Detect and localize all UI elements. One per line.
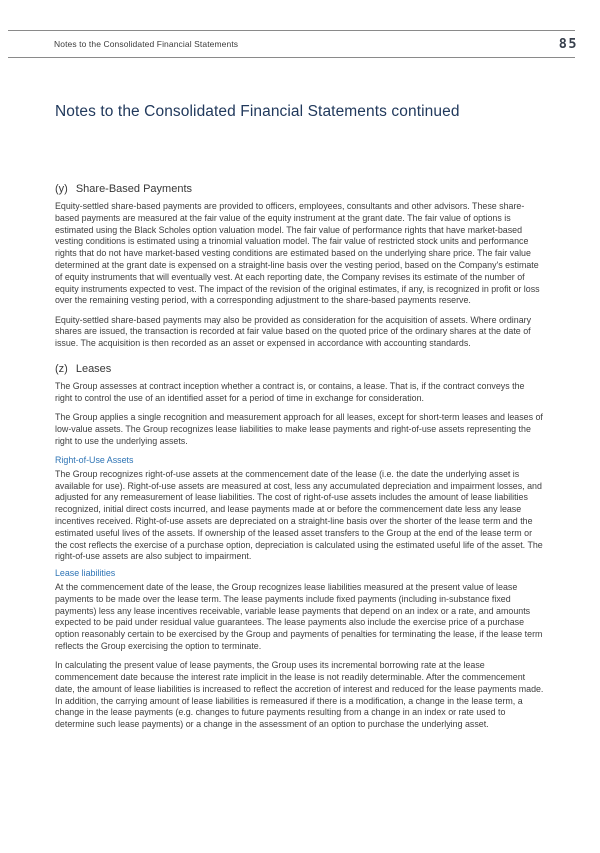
subsection-lease-liabilities <box>55 568 544 731</box>
paragraph: In calculating the present value of lease payments, the Group uses its incremental borrowing rate at the lease commencement date because the interest rate implicit in the lease is not readily determinable. After the commencement date, the amount of lease liabilities is increased to reflect the accretion of interest and reduced for the lease payments made. In addition, the carrying amount of lease liabilities is remeasured if there is a modification, a change in the lease term, a change in the lease payments (e.g. changes to future payments resulting from a change in an index or rate used to determine such lease payments) or a change in the assessment of an option to purchase the underlying asset. <box>55 660 544 730</box>
subsection-heading: Right-of-Use Assets <box>55 455 134 466</box>
section-leases <box>55 363 544 731</box>
paragraph: The Group recognizes right-of-use assets at the commencement date of the lease (i.e. the date the underlying asset is available for use). Right-of-use assets are measured at cost, less any accumulated depreciation and impairment losses, and adjusted for any remeasurement of lease liabilities. The cost of right-of-use assets includes the amount of lease liabilities recognized, initial direct costs incurred, and lease payments made at or before the commencement date less any lease incentives received. Right-of-use assets are depreciated on a straight-line basis over the shorter of the lease term and the estimated useful lives of the assets. If ownership of the leased asset transfers to the Group at the end of the lease term or the cost reflects the exercise of a purchase option, depreciation is calculated using the estimated useful life of the asset. The right-of-use assets are also subject to impairment. <box>55 468 543 562</box>
running-header-title: Notes to the Consolidated Financial Statements <box>54 39 239 49</box>
section-heading-text: Share-Based Payments <box>75 183 192 195</box>
section-heading <box>55 363 544 376</box>
paragraph: The Group applies a single recognition and measurement approach for all leases, except for short-term leases and leases of low-value assets. The Group recognizes lease liabilities to make lease payments and right-of-use assets representing the right to use the underlying assets. <box>55 412 543 446</box>
subsection-right-of-use-assets <box>55 455 544 563</box>
running-header <box>8 30 578 58</box>
page-title: Notes to the Consolidated Financial Statements continued <box>55 103 460 120</box>
subsection-heading: Lease liabilities <box>55 568 116 579</box>
section-label: (y) <box>55 183 68 195</box>
paragraph: The Group assesses at contract inception whether a contract is, or contains, a lease. That is, if the contract conveys the right to control the use of an identified asset for a period of time in exchange for consideration. <box>55 381 525 403</box>
section-heading <box>55 183 544 196</box>
document-body <box>55 183 544 731</box>
section-heading-text: Leases <box>75 363 112 376</box>
paragraph: Equity-settled share-based payments may also be provided as consideration for the acquisition of assets. Where ordinary shares are issued, the transaction is recorded at fair value based on the quoted price of the ordinary shares at the date of issue. The acquisition is then recorded as an asset or expensed in accordance with accounting standards. <box>55 314 532 349</box>
paragraph: Equity-settled share-based payments are provided to officers, employees, consultants and other advisors. These share-based payments are measured at the fair value of the equity instrument at the grant date. The fair value of options is estimated using the Black Scholes option valuation model. The fair value of performance rights that have market-based vesting conditions is estimated using a trinomial valuation model. The fair value of restricted stock units and performance rights that do not have market-based vesting conditions are estimated based on the underlying share price. The fair value determined at the grant date is expensed on a straight-line basis over the vesting period, based on the Company's estimate of equity instruments that will eventually vest. At each reporting date, the Company revises its estimate of the number of equity instruments expected to vest. The impact of the revision of the original estimates, if any, is recognized in profit or loss over the remaining vesting period, with a corresponding adjustment to the share-based payments reserve. <box>55 201 540 306</box>
section-share-based-payments <box>55 183 544 350</box>
paragraph: At the commencement date of the lease, the Group recognizes lease liabilities measured at the present value of lease payments to be made over the lease term. The lease payments include fixed payments (including in-substance fixed payments) less any lease incentives receivable, variable lease payments that depend on an index or a rate, and amounts expected to be paid under residual value guarantees. The lease payments also include the exercise price of a purchase option reasonably certain to be exercised by the Group and payments of penalties for terminating the lease, if the lease term reflects the Group exercising the option to terminate. <box>55 582 543 651</box>
page-number: 85 <box>558 36 578 52</box>
section-label: (z) <box>55 363 68 376</box>
